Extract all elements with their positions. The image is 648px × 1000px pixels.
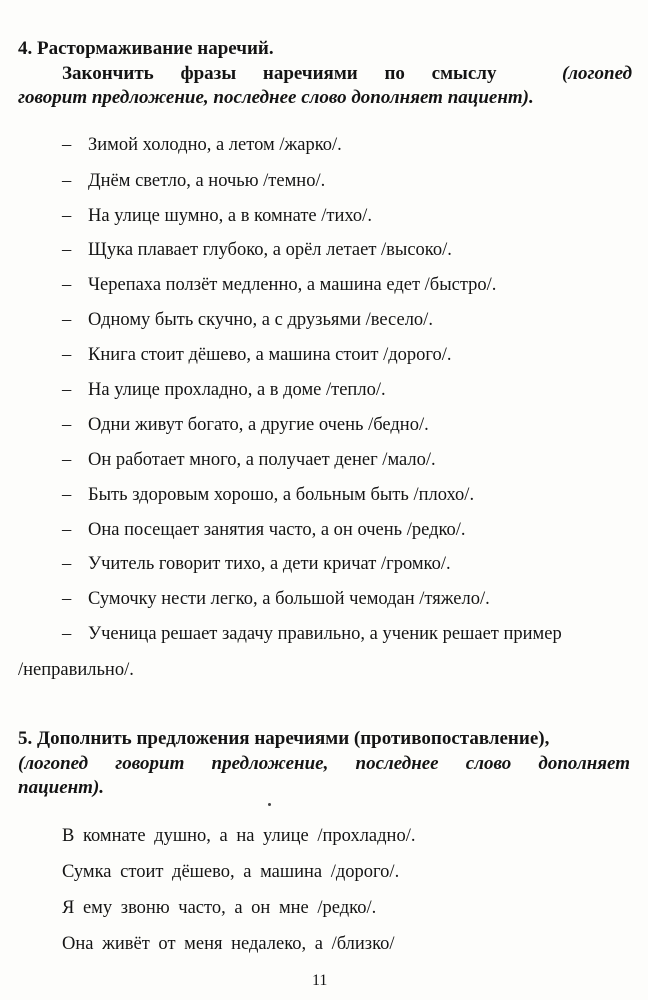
list-item-continuation: /неправильно/. [18,660,134,680]
list-item: – Учитель говорит тихо, а дети кричат /громко/. [62,554,451,574]
list-item: – Черепаха ползёт медленно, а машина едет /быстро/. [62,275,497,295]
page-number: 11 [312,972,328,989]
section-4-instruction-line1 [62,63,632,85]
instruction-note-start: (логопед [561,63,632,84]
list-item: – Одному быть скучно, а с друзьями /весело/. [62,310,433,330]
list-item: – Одни живут богато, а другие очень /бедно/. [62,415,429,435]
list-item: – Сумочку нести легко, а большой чемодан /тяжело/. [62,589,490,609]
section-4-heading: 4. Растормаживание наречий. [18,38,274,59]
list-item: В комнате душно, а на улице /прохладно/. [62,826,416,846]
list-item: – Она посещает занятия часто, а он очень /редко/. [62,520,466,540]
list-item: – Зимой холодно, а летом /жарко/. [62,135,342,155]
section-5-note-line2: пациент). [18,777,105,798]
list-item: – Быть здоровым хорошо, а больным быть /плохо/. [62,485,475,505]
list-item: Сумка стоит дёшево, а машина /дорого/. [62,862,400,882]
section-5-note-line1: (логопед говорит предложение, последнее слово дополняет [18,753,630,774]
list-item: – Книга стоит дёшево, а машина стоит /дорого/. [62,345,452,365]
list-item: – Он работает много, а получает денег /мало/. [62,450,436,470]
list-item: – Днём светло, а ночью /темно/. [62,171,326,191]
list-item: – Щука плавает глубоко, а орёл летает /высоко/. [62,240,452,260]
list-item: – На улице прохладно, а в доме /тепло/. [62,380,386,400]
instruction-lead: Закончить фразы наречиями по смыслу [62,63,497,84]
list-item: – Ученица решает задачу правильно, а ученик решает пример [62,624,562,644]
instruction-note-end: говорит предложение, последнее слово дополняет пациент). [18,87,534,108]
list-item: Я ему звоню часто, а он мне /редко/. [62,898,377,918]
list-item: – На улице шумно, а в комнате /тихо/. [62,206,372,226]
speck-mark [268,803,271,806]
list-item: Она живёт от меня недалеко, а /близко/ [62,934,395,954]
section-5-heading: 5. Дополнить предложения наречиями (противопоставление), [18,728,550,749]
